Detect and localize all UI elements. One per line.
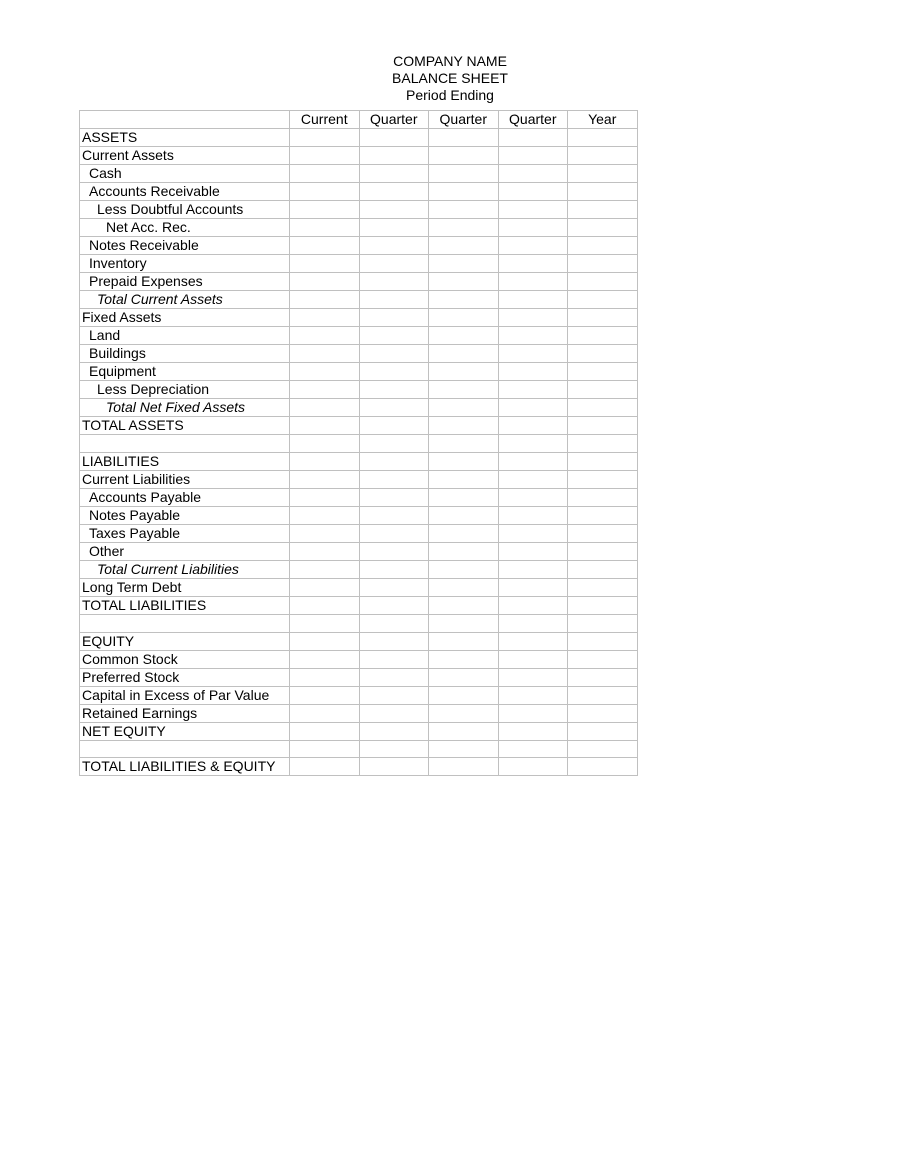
value-cell[interactable] [429,291,499,309]
value-cell[interactable] [568,327,638,345]
column-header-quarter-2: Quarter [429,111,499,129]
table-row [80,327,638,345]
balance-sheet-table [79,110,638,776]
value-cell[interactable] [568,686,638,704]
value-cell[interactable] [429,596,499,614]
value-cell[interactable] [568,704,638,722]
value-cell[interactable] [359,668,429,686]
value-cell[interactable] [429,345,499,363]
value-cell[interactable] [290,273,360,291]
value-cell[interactable] [290,165,360,183]
row-label: Inventory [80,255,290,273]
row-label: Other [80,542,290,560]
value-cell[interactable] [568,578,638,596]
value-cell[interactable] [498,578,568,596]
table-row [80,417,638,435]
value-cell[interactable] [290,255,360,273]
value-cell[interactable] [359,183,429,201]
value-cell[interactable] [568,596,638,614]
table-row [80,488,638,506]
value-cell[interactable] [359,488,429,506]
row-label: Fixed Assets [80,309,290,327]
value-cell[interactable] [290,183,360,201]
value-cell[interactable] [359,470,429,488]
table-row [80,668,638,686]
row-label: Taxes Payable [80,524,290,542]
column-header-quarter-3: Quarter [498,111,568,129]
company-name: COMPANY NAME [393,53,507,69]
value-cell[interactable] [429,219,499,237]
value-cell[interactable] [568,417,638,435]
column-header-year: Year [568,111,638,129]
value-cell[interactable] [429,201,499,219]
value-cell[interactable] [290,291,360,309]
column-header-current: Current [290,111,360,129]
value-cell[interactable] [429,632,499,650]
value-cell[interactable] [568,435,638,453]
table-row [80,381,638,399]
table-row [80,506,638,524]
value-cell[interactable] [290,309,360,327]
value-cell[interactable] [359,722,429,740]
value-cell[interactable] [290,435,360,453]
column-header-row [80,111,638,129]
row-label: Notes Receivable [80,237,290,255]
table-row [80,758,638,776]
value-cell[interactable] [290,345,360,363]
value-cell[interactable] [498,542,568,560]
value-cell[interactable] [498,524,568,542]
value-cell[interactable] [359,345,429,363]
value-cell[interactable] [359,273,429,291]
row-label: EQUITY [80,632,290,650]
value-cell[interactable] [290,147,360,165]
value-cell[interactable] [498,632,568,650]
value-cell[interactable] [429,327,499,345]
value-cell[interactable] [568,183,638,201]
value-cell[interactable] [359,614,429,632]
value-cell[interactable] [568,452,638,470]
row-label: ASSETS [80,129,290,147]
value-cell[interactable] [498,417,568,435]
value-cell[interactable] [359,291,429,309]
value-cell[interactable] [498,722,568,740]
value-cell[interactable] [359,452,429,470]
value-cell[interactable] [359,560,429,578]
table-row [80,704,638,722]
row-label: Preferred Stock [80,668,290,686]
row-label: Prepaid Expenses [80,273,290,291]
row-label: Capital in Excess of Par Value [80,686,290,704]
value-cell[interactable] [429,542,499,560]
value-cell[interactable] [290,363,360,381]
value-cell[interactable] [359,435,429,453]
value-cell[interactable] [568,255,638,273]
value-cell[interactable] [498,291,568,309]
value-cell[interactable] [359,578,429,596]
value-cell[interactable] [290,650,360,668]
value-cell[interactable] [359,201,429,219]
column-header-label [80,111,290,129]
value-cell[interactable] [568,237,638,255]
value-cell[interactable] [498,363,568,381]
value-cell[interactable] [290,237,360,255]
table-row [80,363,638,381]
table-row [80,614,638,632]
value-cell[interactable] [359,506,429,524]
value-cell[interactable] [429,740,499,758]
value-cell[interactable] [429,668,499,686]
value-cell[interactable] [498,596,568,614]
row-label: Total Current Assets [80,291,290,309]
value-cell[interactable] [290,614,360,632]
value-cell[interactable] [498,452,568,470]
value-cell[interactable] [498,488,568,506]
value-cell[interactable] [429,147,499,165]
value-cell[interactable] [429,614,499,632]
value-cell[interactable] [568,147,638,165]
value-cell[interactable] [498,686,568,704]
value-cell[interactable] [290,399,360,417]
row-label: Current Liabilities [80,470,290,488]
value-cell[interactable] [290,578,360,596]
value-cell[interactable] [498,309,568,327]
row-label: Total Net Fixed Assets [80,399,290,417]
row-label: Net Acc. Rec. [80,219,290,237]
row-label [80,435,290,453]
value-cell[interactable] [568,614,638,632]
value-cell[interactable] [568,381,638,399]
value-cell[interactable] [359,219,429,237]
value-cell[interactable] [429,255,499,273]
value-cell[interactable] [568,165,638,183]
value-cell[interactable] [359,327,429,345]
table-row [80,183,638,201]
value-cell[interactable] [359,632,429,650]
value-cell[interactable] [568,650,638,668]
value-cell[interactable] [568,632,638,650]
sheet-title: BALANCE SHEET [392,70,508,86]
value-cell[interactable] [290,452,360,470]
table-row [80,524,638,542]
row-label [80,614,290,632]
value-cell[interactable] [498,201,568,219]
table-row [80,596,638,614]
balance-sheet-body [80,111,638,776]
value-cell[interactable] [429,129,499,147]
row-label: Notes Payable [80,506,290,524]
table-row [80,219,638,237]
value-cell[interactable] [429,704,499,722]
row-label: Accounts Payable [80,488,290,506]
value-cell[interactable] [568,291,638,309]
value-cell[interactable] [290,722,360,740]
value-cell[interactable] [290,560,360,578]
value-cell[interactable] [429,417,499,435]
value-cell[interactable] [568,201,638,219]
value-cell[interactable] [290,668,360,686]
value-cell[interactable] [359,255,429,273]
table-row [80,470,638,488]
value-cell[interactable] [498,129,568,147]
value-cell[interactable] [498,165,568,183]
value-cell[interactable] [498,704,568,722]
value-cell[interactable] [429,309,499,327]
table-row [80,237,638,255]
value-cell[interactable] [568,740,638,758]
value-cell[interactable] [568,309,638,327]
sheet-header [0,53,900,104]
value-cell[interactable] [568,758,638,776]
value-cell[interactable] [290,524,360,542]
value-cell[interactable] [568,273,638,291]
value-cell[interactable] [290,201,360,219]
table-row [80,147,638,165]
value-cell[interactable] [429,650,499,668]
value-cell[interactable] [290,381,360,399]
value-cell[interactable] [429,273,499,291]
value-cell[interactable] [568,488,638,506]
value-cell[interactable] [498,147,568,165]
value-cell[interactable] [429,381,499,399]
value-cell[interactable] [498,183,568,201]
row-label: Cash [80,165,290,183]
value-cell[interactable] [359,542,429,560]
value-cell[interactable] [498,506,568,524]
value-cell[interactable] [568,470,638,488]
value-cell[interactable] [290,417,360,435]
value-cell[interactable] [359,740,429,758]
row-label [80,740,290,758]
value-cell[interactable] [359,524,429,542]
value-cell[interactable] [290,219,360,237]
table-row [80,452,638,470]
table-row [80,309,638,327]
table-row [80,165,638,183]
value-cell[interactable] [429,488,499,506]
table-row [80,201,638,219]
row-label: Long Term Debt [80,578,290,596]
row-label: Land [80,327,290,345]
value-cell[interactable] [429,560,499,578]
value-cell[interactable] [429,363,499,381]
value-cell[interactable] [359,165,429,183]
table-row [80,399,638,417]
value-cell[interactable] [359,758,429,776]
value-cell[interactable] [568,345,638,363]
value-cell[interactable] [568,722,638,740]
value-cell[interactable] [290,327,360,345]
value-cell[interactable] [359,129,429,147]
row-label: Total Current Liabilities [80,560,290,578]
table-row [80,435,638,453]
value-cell[interactable] [498,399,568,417]
value-cell[interactable] [359,363,429,381]
value-cell[interactable] [498,614,568,632]
value-cell[interactable] [429,237,499,255]
row-label: Retained Earnings [80,704,290,722]
row-label: Less Doubtful Accounts [80,201,290,219]
value-cell[interactable] [290,686,360,704]
value-cell[interactable] [568,363,638,381]
value-cell[interactable] [429,506,499,524]
row-label: Less Depreciation [80,381,290,399]
table-row [80,273,638,291]
value-cell[interactable] [568,560,638,578]
value-cell[interactable] [498,668,568,686]
value-cell[interactable] [290,704,360,722]
period-label: Period Ending [406,87,494,103]
value-cell[interactable] [290,632,360,650]
value-cell[interactable] [498,273,568,291]
value-cell[interactable] [429,435,499,453]
table-row [80,686,638,704]
value-cell[interactable] [568,129,638,147]
column-header-quarter-1: Quarter [359,111,429,129]
value-cell[interactable] [429,722,499,740]
value-cell[interactable] [429,470,499,488]
table-row [80,578,638,596]
value-cell[interactable] [359,650,429,668]
table-row [80,722,638,740]
table-row [80,291,638,309]
value-cell[interactable] [498,560,568,578]
row-label: Common Stock [80,650,290,668]
row-label: Accounts Receivable [80,183,290,201]
table-row [80,129,638,147]
value-cell[interactable] [359,704,429,722]
value-cell[interactable] [429,183,499,201]
row-label: Equipment [80,363,290,381]
value-cell[interactable] [429,686,499,704]
value-cell[interactable] [290,758,360,776]
value-cell[interactable] [429,578,499,596]
value-cell[interactable] [568,506,638,524]
table-row [80,740,638,758]
value-cell[interactable] [290,488,360,506]
value-cell[interactable] [359,309,429,327]
value-cell[interactable] [290,596,360,614]
value-cell[interactable] [498,650,568,668]
value-cell[interactable] [290,506,360,524]
row-label: Current Assets [80,147,290,165]
row-label: TOTAL ASSETS [80,417,290,435]
value-cell[interactable] [498,381,568,399]
value-cell[interactable] [568,542,638,560]
row-label: NET EQUITY [80,722,290,740]
value-cell[interactable] [498,740,568,758]
value-cell[interactable] [498,237,568,255]
value-cell[interactable] [359,237,429,255]
value-cell[interactable] [359,686,429,704]
value-cell[interactable] [359,147,429,165]
value-cell[interactable] [498,219,568,237]
value-cell[interactable] [429,399,499,417]
row-label: TOTAL LIABILITIES & EQUITY [80,758,290,776]
table-row [80,345,638,363]
value-cell[interactable] [568,219,638,237]
value-cell[interactable] [359,381,429,399]
row-label: Buildings [80,345,290,363]
value-cell[interactable] [498,470,568,488]
value-cell[interactable] [429,452,499,470]
value-cell[interactable] [568,668,638,686]
value-cell[interactable] [498,255,568,273]
value-cell[interactable] [359,596,429,614]
value-cell[interactable] [290,129,360,147]
value-cell[interactable] [290,470,360,488]
row-label: TOTAL LIABILITIES [80,596,290,614]
value-cell[interactable] [498,345,568,363]
value-cell[interactable] [498,758,568,776]
table-row [80,255,638,273]
value-cell[interactable] [359,399,429,417]
value-cell[interactable] [429,524,499,542]
table-row [80,542,638,560]
table-row [80,632,638,650]
value-cell[interactable] [290,740,360,758]
value-cell[interactable] [498,327,568,345]
table-row [80,650,638,668]
table-row [80,560,638,578]
value-cell[interactable] [568,399,638,417]
value-cell[interactable] [429,758,499,776]
value-cell[interactable] [429,165,499,183]
value-cell[interactable] [498,435,568,453]
value-cell[interactable] [568,524,638,542]
value-cell[interactable] [359,417,429,435]
row-label: LIABILITIES [80,452,290,470]
value-cell[interactable] [290,542,360,560]
